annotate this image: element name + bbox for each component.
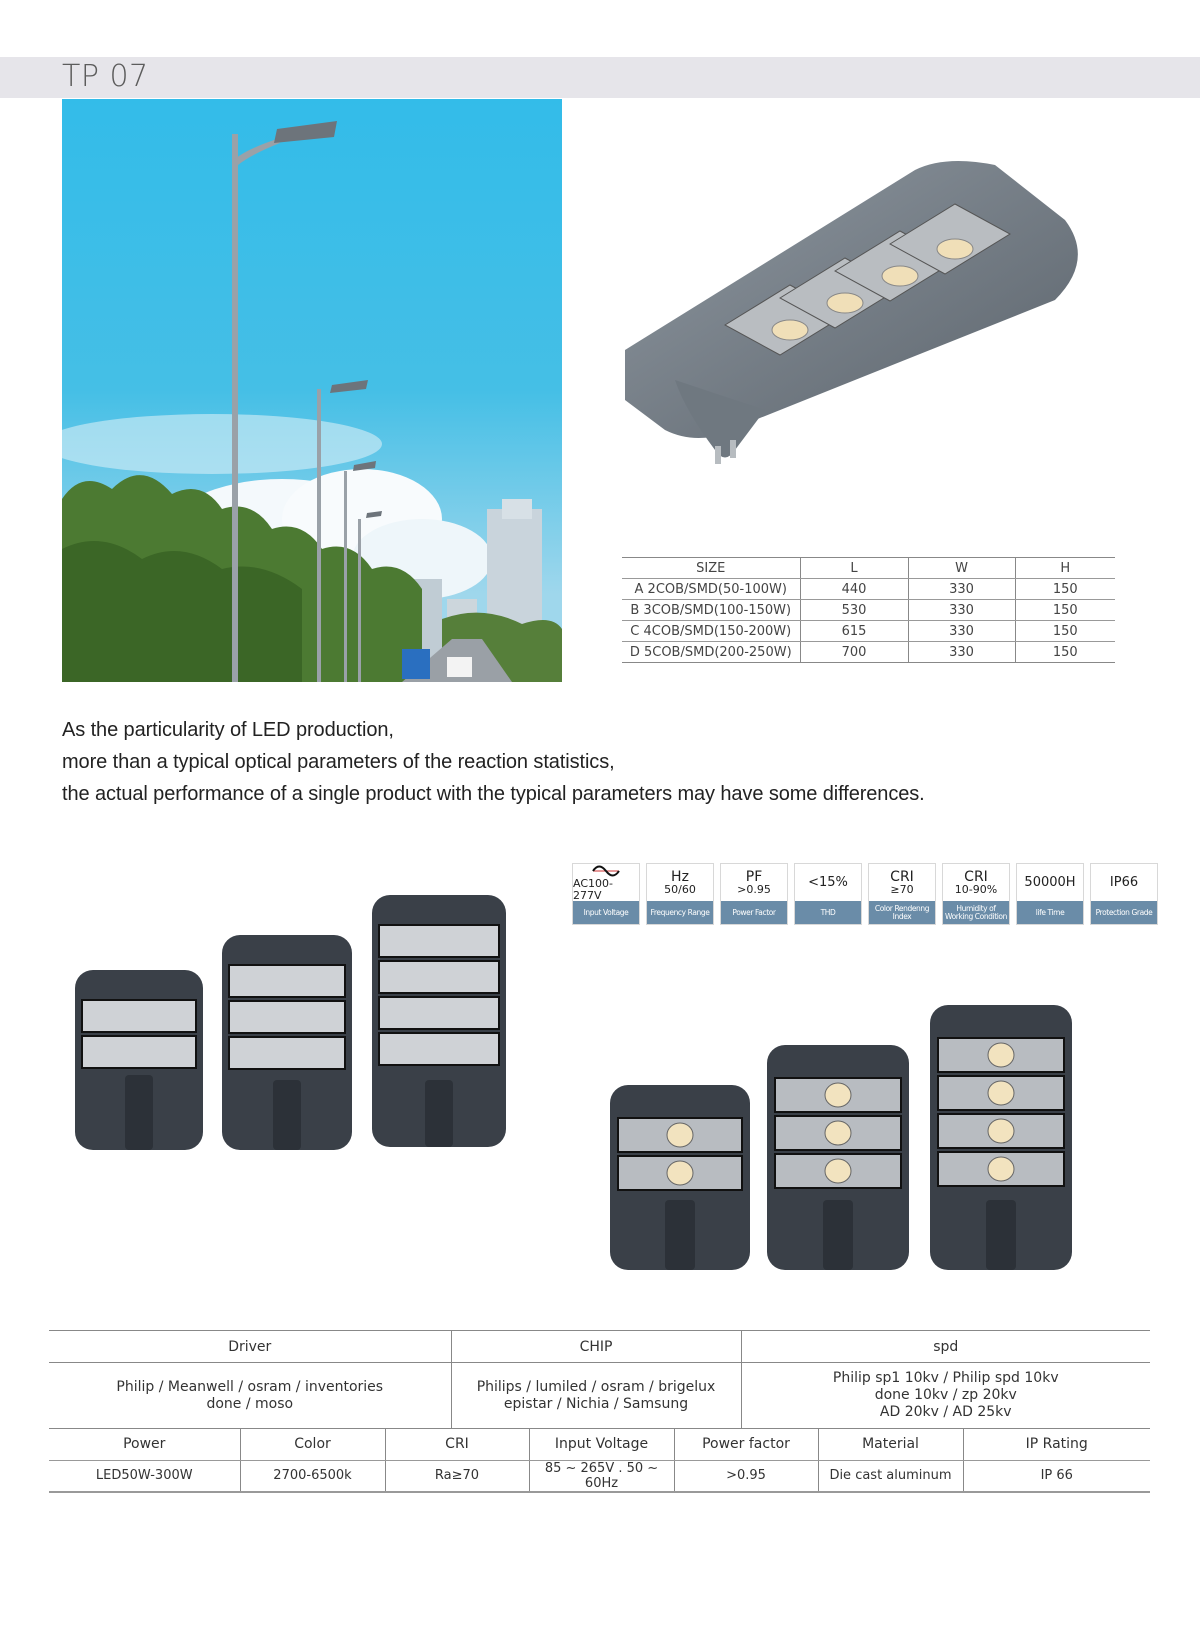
note-line: more than a typical optical parameters of the reaction statistics, <box>62 751 615 773</box>
input-voltage-header: Input Voltage <box>529 1428 674 1460</box>
height-cell: 150 <box>1015 600 1115 621</box>
material-value: Die cast aluminum <box>818 1460 963 1492</box>
width-cell: 330 <box>908 600 1015 621</box>
cob-3-module-light <box>767 1045 909 1270</box>
header-bar <box>0 57 1200 98</box>
spec-power-factor <box>720 863 788 925</box>
smd-2-module-light <box>75 970 203 1150</box>
table-row <box>622 600 1115 621</box>
spec-title: Hz <box>671 868 689 885</box>
table-row <box>622 621 1115 642</box>
spec-label: Protection Grade <box>1091 901 1157 924</box>
width-cell: 330 <box>908 642 1015 663</box>
street-light-photo <box>62 99 562 682</box>
hero-product-image <box>615 150 1125 500</box>
spec-value: 50/60 <box>664 883 696 897</box>
material-header: Material <box>818 1428 963 1460</box>
ac-sine-wave-icon <box>591 864 621 878</box>
spec-label: Input Voltage <box>573 901 639 924</box>
spec-input-voltage <box>572 863 640 925</box>
length-cell: 530 <box>800 600 908 621</box>
height-cell: 150 <box>1015 621 1115 642</box>
spec-value: 50000H <box>1024 874 1076 890</box>
height-cell: 150 <box>1015 642 1115 663</box>
spec-protection-grade <box>1090 863 1158 925</box>
color-value: 2700-6500k <box>240 1460 385 1492</box>
cob-2-module-light <box>610 1085 750 1270</box>
size-table-header <box>622 558 1115 579</box>
spec-value: 10-90% <box>954 883 998 897</box>
spec-title: CRI <box>890 868 914 885</box>
power-factor-value: >0.95 <box>674 1460 818 1492</box>
spd-line: done 10kv / zp 20kv <box>874 1387 1017 1403</box>
size-cell: C 4COB/SMD(150-200W) <box>622 621 800 642</box>
size-cell: D 5COB/SMD(200-250W) <box>622 642 800 663</box>
cri-value: Ra≥70 <box>385 1460 529 1492</box>
height-col-header: H <box>1015 558 1115 579</box>
driver-cell <box>49 1363 451 1429</box>
driver-line: done / moso <box>206 1395 294 1412</box>
driver-header: Driver <box>49 1331 451 1363</box>
page-title: TP 07 <box>62 59 149 94</box>
spd-header: spd <box>741 1331 1150 1363</box>
length-cell: 440 <box>800 579 908 600</box>
power-factor-header: Power factor <box>674 1428 818 1460</box>
spec-label: Humidity of Working Condition <box>943 901 1009 924</box>
chip-header: CHIP <box>451 1331 741 1363</box>
spec-label: THD <box>795 901 861 924</box>
length-col-header: L <box>800 558 908 579</box>
spec-value: AC100-277V <box>573 877 613 902</box>
table-row <box>622 642 1115 663</box>
specs-table <box>49 1428 1150 1493</box>
length-cell: 615 <box>800 621 908 642</box>
height-cell: 150 <box>1015 579 1115 600</box>
ip-rating-value: IP 66 <box>963 1460 1150 1492</box>
width-col-header: W <box>908 558 1015 579</box>
spec-label: Color Rendenng Index <box>869 901 935 924</box>
smd-product-lineup <box>70 890 520 1155</box>
spec-value: >0.95 <box>737 883 771 897</box>
components-table <box>49 1330 1150 1429</box>
spec-frequency <box>646 863 714 925</box>
ip-rating-header: IP Rating <box>963 1428 1150 1460</box>
size-col-header: SIZE <box>622 558 800 579</box>
size-table <box>622 557 1115 663</box>
spec-thd <box>794 863 862 925</box>
chip-line: epistar / Nichia / Samsung <box>503 1395 689 1412</box>
width-cell: 330 <box>908 621 1015 642</box>
chip-line: Philips / lumiled / osram / brigelux <box>476 1378 716 1395</box>
length-cell: 700 <box>800 642 908 663</box>
disclaimer-note <box>62 714 925 810</box>
components-header-row <box>49 1331 1150 1363</box>
color-header: Color <box>240 1428 385 1460</box>
spec-label: Power Factor <box>721 901 787 924</box>
spec-humidity <box>942 863 1010 925</box>
specs-value-row <box>49 1460 1150 1492</box>
spec-label: life Time <box>1017 901 1083 924</box>
table-row <box>622 579 1115 600</box>
spd-line: AD 20kv / AD 25kv <box>879 1404 1012 1420</box>
power-header: Power <box>49 1428 240 1460</box>
spec-label: Frequency Range <box>647 901 713 924</box>
spec-title: PF <box>745 868 763 885</box>
spd-line: Philip sp1 10kv / Philip spd 10kv <box>832 1370 1059 1386</box>
spec-value: IP66 <box>1109 874 1139 890</box>
width-cell: 330 <box>908 579 1015 600</box>
spec-value: <15% <box>808 874 848 890</box>
components-value-row <box>49 1363 1150 1429</box>
size-cell: B 3COB/SMD(100-150W) <box>622 600 800 621</box>
note-line: the actual performance of a single product with the typical parameters may have some differences. <box>62 783 925 805</box>
spec-cri <box>868 863 936 925</box>
spec-lifetime <box>1016 863 1084 925</box>
spec-value: ≥70 <box>890 883 914 897</box>
specs-header-row <box>49 1428 1150 1460</box>
spec-icon-strip <box>572 863 1158 925</box>
driver-line: Philip / Meanwell / osram / inventories <box>116 1378 384 1395</box>
smd-3-module-light <box>222 935 352 1150</box>
cob-4-module-light <box>930 1005 1072 1270</box>
size-cell: A 2COB/SMD(50-100W) <box>622 579 800 600</box>
input-voltage-value: 85 ~ 265V . 50 ~ 60Hz <box>529 1460 674 1492</box>
cri-header: CRI <box>385 1428 529 1460</box>
cob-product-lineup <box>605 1000 1085 1275</box>
power-value: LED50W-300W <box>49 1460 240 1492</box>
chip-cell <box>451 1363 741 1429</box>
note-line: As the particularity of LED production, <box>62 719 394 741</box>
spd-cell <box>741 1363 1150 1429</box>
smd-4-module-light <box>372 895 506 1147</box>
spec-title: CRI <box>964 868 988 885</box>
